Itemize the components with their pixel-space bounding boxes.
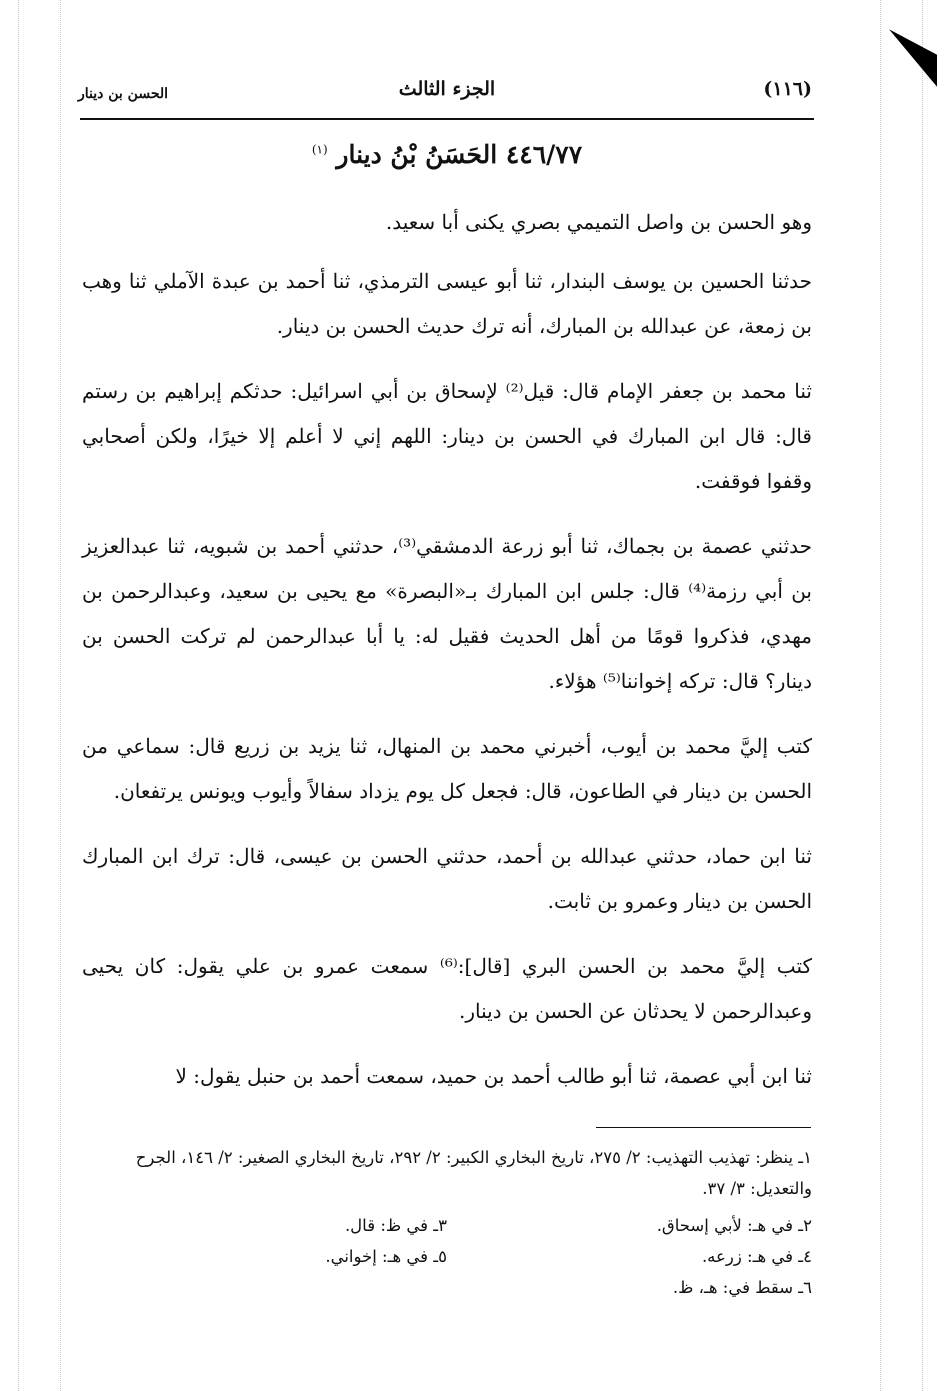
scan-guide-line bbox=[922, 0, 923, 1391]
footnote-row bbox=[82, 1210, 812, 1241]
scan-guide-line bbox=[60, 0, 61, 1391]
entry-number: ٤٤٦/٧٧ bbox=[505, 140, 583, 169]
paragraph: ثنا ابن أبي عصمة، ثنا أبو طالب أحمد بن حميد، سمعت أحمد بن حنبل يقول: لا bbox=[175, 1064, 812, 1088]
volume-title: الجزء الثالث bbox=[398, 78, 496, 100]
entry-footnote-ref: (١) bbox=[311, 142, 328, 157]
footnote-row bbox=[82, 1272, 812, 1303]
footnote-rule bbox=[596, 1127, 811, 1128]
footnote-row bbox=[82, 1241, 812, 1272]
header-rule bbox=[80, 118, 814, 120]
entry-name: الحَسَنُ بْنُ دينار bbox=[336, 140, 498, 169]
scan-guide-line bbox=[18, 0, 19, 1391]
paragraph: حدثنا الحسين بن يوسف البندار، ثنا أبو عيسى الترمذي، ثنا أحمد بن عبدة الآملي ثنا وهب بن زمعة، عن عبدالله بن المبارك، أنه ترك حديث الحسن بن دينار. bbox=[82, 269, 812, 338]
footnote-6: ٦ـ سقط في: هـ، ظ. bbox=[672, 1278, 812, 1297]
page-number: (١١٦) bbox=[763, 78, 812, 100]
paragraph: حدثني عصمة بن بجماك، ثنا أبو زرعة الدمشقي⁽³⁾، حدثني أحمد بن شبويه، ثنا عبدالعزيز بن أبي رزمة⁽⁴⁾ قال: جلس ابن المبارك بـ«البصرة» مع يحيى بن سعيد، وعبدالرحمن بن مهدي، فذكروا قومًا من أهل الحديث فقيل له: يا أبا عبدالرحمن لم تركت الحسن بن دينار؟ قال: تركه إخواننا⁽⁵⁾ هؤلاء. bbox=[82, 534, 812, 693]
paragraph: وهو الحسن بن واصل التميمي بصري يكنى أبا سعيد. bbox=[385, 210, 812, 234]
scan-guide-line bbox=[880, 0, 881, 1391]
running-title: الحسن بن دينار bbox=[78, 86, 169, 102]
paragraph: ثنا محمد بن جعفر الإمام قال: قيل⁽²⁾ لإسحاق بن أبي اسرائيل: حدثكم إبراهيم بن رستم قال: قال ابن المبارك في الحسن بن دينار: اللهم إني لا أعلم إلا خيرًا، ولكن أصحابي وقفوا فوقفت. bbox=[82, 379, 812, 493]
page-header bbox=[78, 78, 812, 112]
footnote-2: ٢ـ في هـ: لأبي إسحاق. bbox=[656, 1216, 812, 1235]
corner-mark-icon bbox=[889, 29, 937, 87]
footnotes bbox=[82, 1142, 812, 1303]
paragraph: ثنا ابن حماد، حدثني عبدالله بن أحمد، حدثني الحسن بن عيسى، قال: ترك ابن المبارك الحسن بن دينار وعمرو بن ثابت. bbox=[82, 844, 812, 913]
entry-title bbox=[82, 140, 812, 169]
footnote-5: ٥ـ في هـ: إخواني. bbox=[325, 1247, 447, 1266]
footnote-4: ٤ـ في هـ: زرعه. bbox=[701, 1247, 812, 1266]
paragraph: كتب إليَّ محمد بن أيوب، أخبرني محمد بن المنهال، ثنا يزيد بن زريع قال: سماعي من الحسن بن دينار في الطاعون، قال: فجعل كل يوم يزداد سفالاً وأيوب ويونس يرتفعان. bbox=[82, 734, 812, 803]
footnote-3: ٣ـ في ظ: قال. bbox=[344, 1216, 447, 1235]
paragraph: كتب إليَّ محمد بن الحسن البري [قال]:⁽⁶⁾ سمعت عمرو بن علي يقول: كان يحيى وعبدالرحمن لا يحدثان عن الحسن بن دينار. bbox=[82, 954, 813, 1023]
main-text bbox=[82, 200, 812, 1119]
footnote-1: ١ـ ينظر: تهذيب التهذيب: ٢/ ٢٧٥، تاريخ البخاري الكبير: ٢/ ٢٩٢، تاريخ البخاري الصغير: ٢/ ١٤٦، الجرح والتعديل: ٣/ ٣٧. bbox=[135, 1148, 812, 1198]
